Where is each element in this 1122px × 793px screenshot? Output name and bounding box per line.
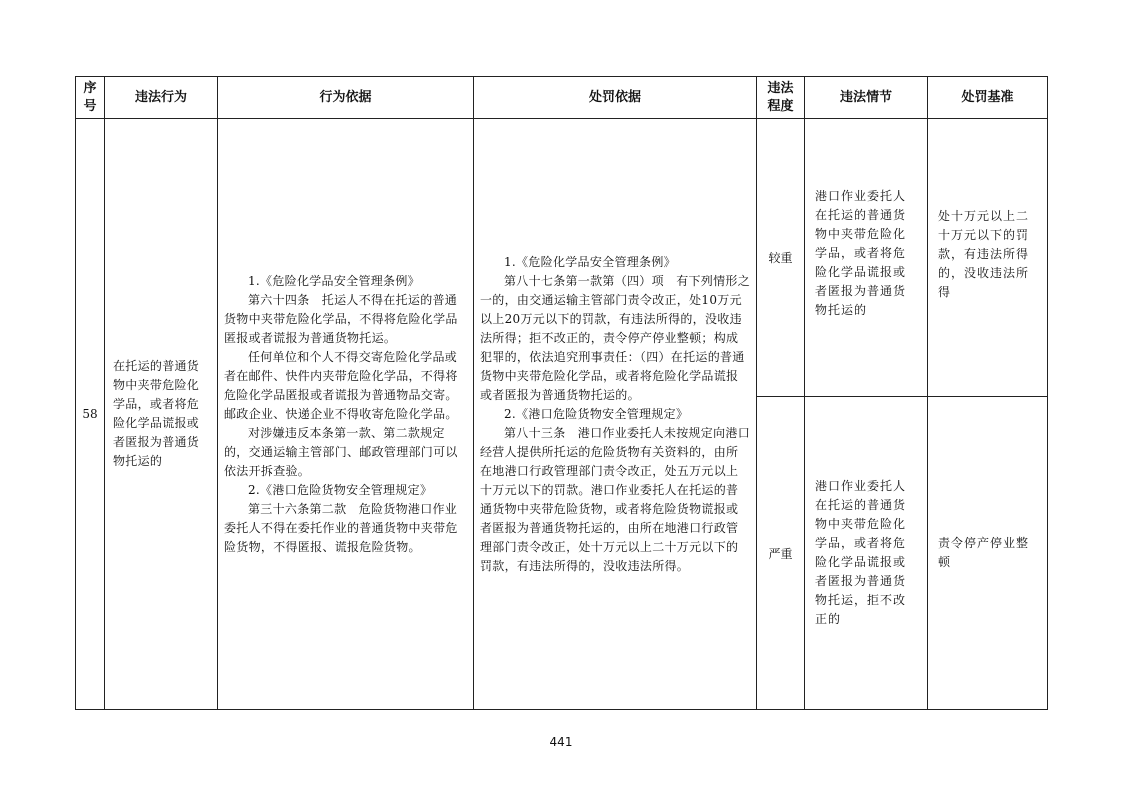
degree-severe: 严重 — [757, 397, 805, 710]
violation-cell: 在托运的普通货物中夹带危险化学品，或者将危险化学品谎报或者匿报为普通货物托运的 — [105, 119, 218, 710]
basis-law-1: 1.《危险化学品安全管理条例》 — [248, 273, 420, 288]
circumstance-serious: 港口作业委托人在托运的普通货物中夹带危险化学品，或者将危险化学品谎报或者匿报为普通货物托运的 — [805, 119, 928, 397]
penalty-table — [75, 76, 1048, 710]
header-standard: 处罚基准 — [928, 77, 1048, 119]
standard-serious: 处十万元以上二十万元以下的罚款，有违法所得的，没收违法所得 — [928, 119, 1048, 397]
penalty-para-1: 第八十七条第一款第（四）项 有下列情形之一的，由交通运输主管部门责令改正，处10万元以上20万元以下的罚款，有违法所得的，没收违法所得；拒不改正的，责令停产停业整顿；构成犯罪的，依法追究刑事责任：（四）在托运的普通货物中夹带危险化学品，或者将危险化学品谎报或者匿报为普通货物托运的。 — [480, 273, 751, 402]
header-degree: 违法程度 — [757, 77, 805, 119]
table-header-row — [76, 77, 1048, 119]
penalty-law-1: 1.《危险化学品安全管理条例》 — [504, 254, 676, 269]
page-number: 441 — [549, 735, 573, 749]
header-basis: 行为依据 — [218, 77, 474, 119]
row-number: 58 — [76, 119, 105, 710]
basis-para-3: 对涉嫌违反本条第一款、第二款规定的，交通运输主管部门、邮政管理部门可以依法开拆查验。 — [224, 425, 458, 478]
basis-para-1: 第六十四条 托运人不得在托运的普通货物中夹带危险化学品，不得将危险化学品匿报或者谎报为普通货物托运。 — [224, 292, 458, 345]
table-row — [76, 119, 1048, 397]
penalty-para-2: 第八十三条 港口作业委托人未按规定向港口经营人提供所托运的危险货物有关资料的，由所在地港口行政管理部门责令改正，处五万元以上十万元以下的罚款。港口作业委托人在托运的普通货物中夹带危险货物，或者将危险货物谎报或者匿报为普通货物托运的，由所在地港口行政管理部门责令改正，处十万元以上二十万元以下的罚款，有违法所得的，没收违法所得。 — [480, 425, 751, 573]
header-violation: 违法行为 — [105, 77, 218, 119]
standard-severe: 责令停产停业整顿 — [928, 397, 1048, 710]
basis-law-2: 2.《港口危险货物安全管理规定》 — [248, 482, 433, 497]
header-penalty: 处罚依据 — [474, 77, 757, 119]
header-number: 序号 — [76, 77, 105, 119]
penalty-cell — [474, 119, 757, 710]
basis-para-2: 任何单位和个人不得交寄危险化学品或者在邮件、快件内夹带危险化学品，不得将危险化学品匿报或者谎报为普通物品交寄。邮政企业、快递企业不得收寄危险化学品。 — [224, 349, 458, 421]
basis-para-4: 第三十六条第二款 危险货物港口作业委托人不得在委托作业的普通货物中夹带危险货物，不得匿报、谎报危险货物。 — [224, 501, 458, 554]
basis-cell — [218, 119, 474, 710]
circumstance-severe: 港口作业委托人在托运的普通货物中夹带危险化学品，或者将危险化学品谎报或者匿报为普通货物托运，拒不改正的 — [805, 397, 928, 710]
degree-serious: 较重 — [757, 119, 805, 397]
penalty-law-2: 2.《港口危险货物安全管理规定》 — [504, 406, 689, 421]
header-circumstance: 违法情节 — [805, 77, 928, 119]
